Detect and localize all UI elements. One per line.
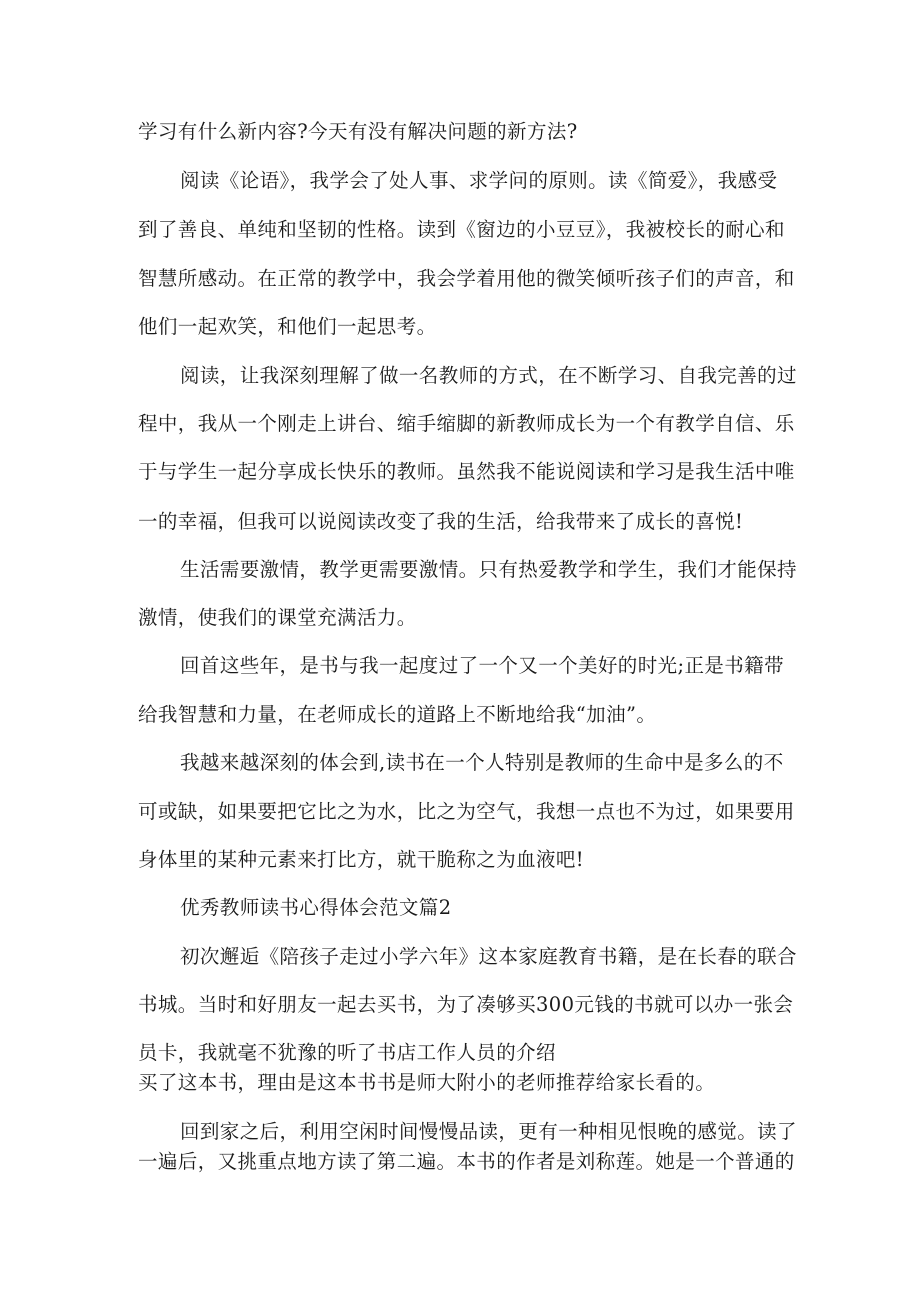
text-line: 智慧所感动。在正常的教学中，我会学着用他的微笑倾听孩子们的声音，和 [138,267,795,290]
text-line: 初次邂逅《陪孩子走过小学六年》这本家庭教育书籍，是在长春的联合 [180,945,797,968]
text-line: 激情，使我们的课堂充满活力。 [138,606,417,629]
text-line: 身体里的某种元素来打比方，就干脆称之为血液吧! [138,848,585,871]
text-line: 书城。当时和好朋友一起去买书，为了凑够买300元钱的书就可以办一张会 [138,993,794,1016]
text-line: 可或缺，如果要把它比之为水，比之为空气，我想一点也不为过，如果要用 [138,800,795,823]
text-line: 一的幸福，但我可以说阅读改变了我的生活，给我带来了成长的喜悦! [138,510,744,533]
text-line: 他们一起欢笑，和他们一起思考。 [138,315,437,338]
text-line: 回到家之后，利用空闲时间慢慢品读，更有一种相见恨晚的感觉。读了 [180,1120,797,1143]
text-line: 程中，我从一个刚走上讲台、缩手缩脚的新教师成长为一个有教学自信、乐 [138,412,795,435]
section-heading: 优秀教师读书心得体会范文篇2 [180,896,452,919]
text-line: 阅读，让我深刻理解了做一名教师的方式，在不断学习、自我完善的过 [180,364,797,387]
text-line: 阅读《论语》，我学会了处人事、求学问的原则。读《简爱》，我感受 [180,169,778,192]
text-line: 回首这些年，是书与我一起度过了一个又一个美好的时光;正是书籍带 [180,654,784,677]
text-line: 买了这本书，理由是这本书书是师大附小的老师推荐给家长看的。 [138,1071,716,1094]
text-line: 生活需要激情，教学更需要激情。只有热爱教学和学生，我们才能保持 [180,558,797,581]
text-line: 到了善良、单纯和坚韧的性格。读到《窗边的小豆豆》，我被校长的耐心和 [138,218,785,241]
text-line: 学习有什么新内容?今天有没有解决问题的新方法? [138,120,578,143]
text-line: 给我智慧和力量，在老师成长的道路上不断地给我“加油”。 [138,703,657,726]
text-line: 我越来越深刻的体会到,读书在一个人特别是教师的生命中是多么的不 [180,751,784,774]
text-line: 员卡，我就毫不犹豫的听了书店工作人员的介绍 [138,1041,556,1064]
text-line: 于与学生一起分享成长快乐的教师。虽然我不能说阅读和学习是我生活中唯 [138,460,795,483]
text-line: 一遍后，又挑重点地方读了第二遍。本书的作者是刘称莲。她是一个普通的 [138,1150,795,1173]
